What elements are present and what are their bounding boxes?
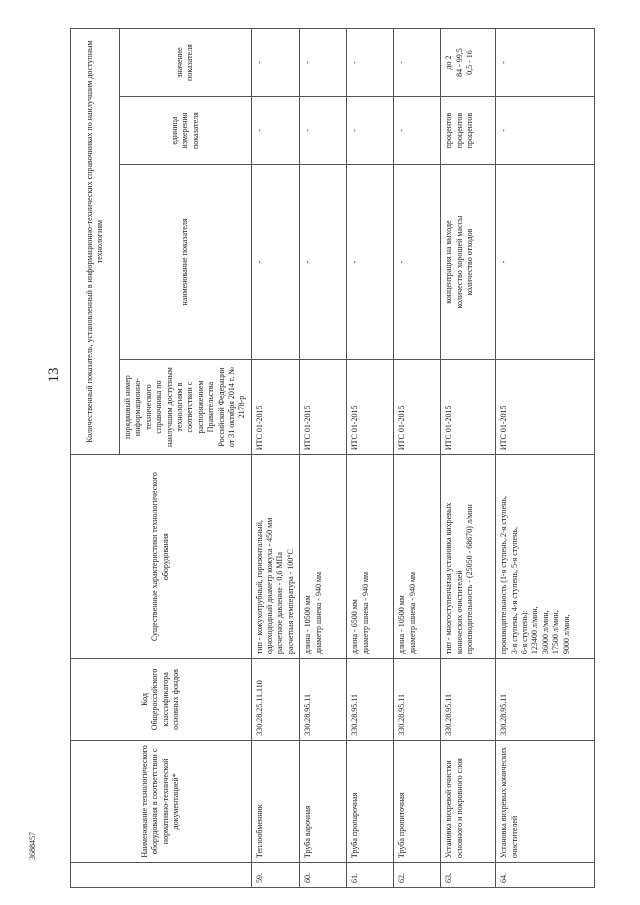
indicator-value-line: - xyxy=(254,61,264,64)
indicator-name xyxy=(347,165,394,360)
table-row xyxy=(251,29,300,888)
indicator-value-line: - xyxy=(303,61,313,64)
classifier-code: 330.28.95.11 xyxy=(441,659,496,741)
characteristics xyxy=(300,455,347,659)
indicator-unit-line: - xyxy=(499,129,509,132)
characteristics-line: конических очистителей xyxy=(454,570,464,655)
header-name: Наименование технологического оборудования в соответствии с нормативно-технической документацией* xyxy=(71,740,252,862)
header-value: значение показателя xyxy=(120,29,252,97)
equipment-name: Установка вихревой очистки основного и покровного слоя xyxy=(441,740,496,862)
indicator-name-line: - xyxy=(254,260,264,264)
characteristics xyxy=(394,455,441,659)
header-indicator: наименование показателя xyxy=(120,165,252,360)
indicator-value-line: 84 - 99,5 xyxy=(454,48,464,77)
indicator-name xyxy=(496,165,595,360)
indicator-unit-line: - xyxy=(303,129,313,132)
equipment-name: Труба варочная xyxy=(300,740,347,862)
classifier-code: 330.28.25.11.110 xyxy=(251,659,300,741)
indicator-unit-line: процентов xyxy=(454,112,464,149)
indicator-value xyxy=(496,29,595,97)
reference-number: ИТС 01-2015 xyxy=(347,359,394,454)
characteristics-line: длина - 10500 мм xyxy=(397,595,407,655)
characteristics-line: тип - кожухотрубный, горизонтальный, xyxy=(254,520,264,655)
indicator-value xyxy=(300,29,347,97)
table-row xyxy=(496,29,595,888)
indicator-name-line: - xyxy=(499,260,509,264)
characteristics-line: 9000 л/мин, xyxy=(561,614,571,655)
classifier-code: 330.28.95.11 xyxy=(347,659,394,741)
equipment-name: Труба пропиточная xyxy=(394,740,441,862)
characteristics-line: производительность (1-я ступень, 2-я ступень, xyxy=(499,495,509,655)
indicator-name-line: концентрация на выходе xyxy=(444,220,454,304)
classifier-code: 330.28.95.11 xyxy=(496,659,595,741)
header-characteristics: Существенные характеристики технологического оборудования xyxy=(71,455,252,659)
equipment-name: Теплообменник xyxy=(251,740,300,862)
table-row xyxy=(300,29,347,888)
document-code: 3688457 xyxy=(28,832,37,860)
characteristics-line: расчетное давление - 0,6 МПа xyxy=(275,552,285,655)
characteristics-line: производительность - (25050 - 68670) л/мин xyxy=(465,504,475,655)
equipment-table xyxy=(70,28,595,888)
reference-number: ИТС 01-2015 xyxy=(441,359,496,454)
row-number: 61. xyxy=(347,863,394,888)
characteristics xyxy=(251,455,300,659)
indicator-unit xyxy=(394,97,441,165)
characteristics-line: диаметр шнека - 940 мм xyxy=(360,571,370,655)
characteristics-line: 123400 л/мин, xyxy=(530,606,540,655)
characteristics xyxy=(496,455,595,659)
reference-number: ИТС 01-2015 xyxy=(394,359,441,454)
row-number: 60. xyxy=(300,863,347,888)
indicator-name-line: количество хорошей массы xyxy=(454,215,464,309)
characteristics-line: однохододный диаметр кожуха - 450 мм xyxy=(265,517,275,655)
characteristics-line: 17500 л/мин, xyxy=(551,610,561,655)
characteristics-line: длина - 10500 мм xyxy=(303,595,313,655)
row-number: 62. xyxy=(394,863,441,888)
characteristics xyxy=(441,455,496,659)
reference-number: ИТС 01-2015 xyxy=(496,359,595,454)
characteristics-line: 6-я ступень): xyxy=(520,610,530,655)
header-ref: порядковый номер информационно-технического справочника по наилучшим доступным технологиям в соответствии с распоряжением Правительства Российской Федерации от 31 октября 2014 г. № 2178-р xyxy=(120,359,252,454)
table-row xyxy=(441,29,496,888)
indicator-name-line: - xyxy=(397,260,407,264)
page-number: 13 xyxy=(46,367,62,383)
characteristics-line: 3-я ступень, 4-я ступень, 5-я ступень, xyxy=(509,526,519,655)
indicator-value-line: - xyxy=(499,61,509,64)
indicator-unit xyxy=(347,97,394,165)
indicator-name-line: - xyxy=(303,260,313,264)
indicator-value xyxy=(394,29,441,97)
indicator-value-line: до 2 xyxy=(444,55,454,70)
reference-number: ИТС 01-2015 xyxy=(251,359,300,454)
row-number: 59. xyxy=(251,863,300,888)
indicator-name xyxy=(394,165,441,360)
characteristics-line: расчетная температура - 100°С xyxy=(285,549,295,655)
row-number: 63. xyxy=(441,863,496,888)
indicator-value-line: 0,5 - 16 xyxy=(465,50,475,75)
reference-number: ИТС 01-2015 xyxy=(300,359,347,454)
classifier-code: 330.28.95.11 xyxy=(300,659,347,741)
indicator-name xyxy=(300,165,347,360)
header-number-cell xyxy=(71,863,252,888)
indicator-unit xyxy=(496,97,595,165)
indicator-value xyxy=(441,29,496,97)
indicator-unit-line: - xyxy=(350,129,360,132)
table-row xyxy=(347,29,394,888)
table-body xyxy=(251,29,595,888)
indicator-unit xyxy=(300,97,347,165)
header-code: Код Общероссийского классификатора основных фондов xyxy=(71,659,252,741)
indicator-unit-line: процентов xyxy=(444,112,454,149)
rotated-table-container xyxy=(70,28,630,888)
table-row xyxy=(394,29,441,888)
characteristics xyxy=(347,455,394,659)
characteristics-line: длина - 6500 мм xyxy=(350,599,360,655)
header-unit: единица измерения показателя xyxy=(120,97,252,165)
indicator-unit xyxy=(251,97,300,165)
equipment-name: Труба пропарочная xyxy=(347,740,394,862)
characteristics-line: диаметр шнека - 940 мм xyxy=(313,571,323,655)
indicator-unit-line: - xyxy=(254,129,264,132)
indicator-value xyxy=(251,29,300,97)
indicator-value-line: - xyxy=(397,61,407,64)
indicator-name xyxy=(441,165,496,360)
characteristics-line: 36000 л/мин, xyxy=(540,610,550,655)
equipment-name: Установка вихревых конических очистителей xyxy=(496,740,595,862)
row-number: 64. xyxy=(496,863,595,888)
indicator-unit xyxy=(441,97,496,165)
indicator-name xyxy=(251,165,300,360)
characteristics-line: тип - многоступенчатая установка вихревых xyxy=(444,502,454,655)
indicator-unit-line: - xyxy=(397,129,407,132)
header-quantitative: Количественный показатель, установленный в информационно-технических справочниках по наилучшим доступным технологиям xyxy=(71,29,120,455)
indicator-value-line: - xyxy=(350,61,360,64)
classifier-code: 330.28.95.11 xyxy=(394,659,441,741)
indicator-name-line: - xyxy=(350,260,360,264)
indicator-value xyxy=(347,29,394,97)
indicator-name-line: количество отходов xyxy=(465,228,475,296)
characteristics-line: диаметр шнека - 940 мм xyxy=(407,571,417,655)
indicator-unit-line: процентов xyxy=(465,112,475,149)
